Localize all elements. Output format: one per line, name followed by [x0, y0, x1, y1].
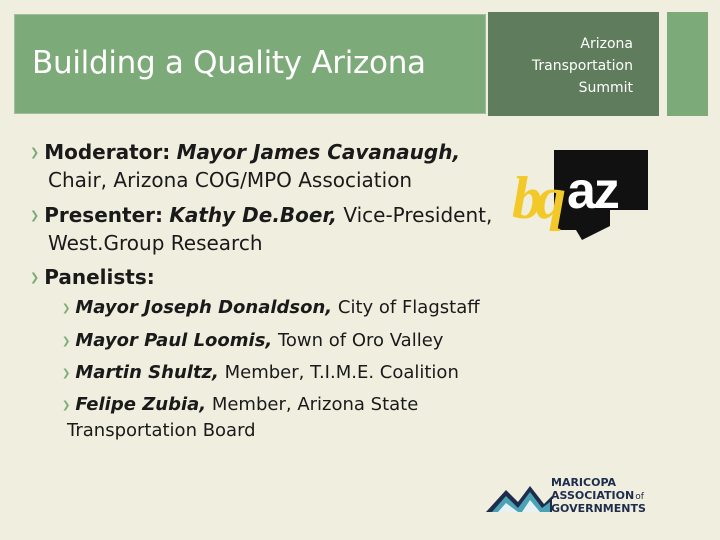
mag-association: ASSOCIATION: [551, 489, 635, 502]
panelist-name: Mayor Paul Loomis,: [75, 330, 273, 351]
bullet-moderator: [30, 140, 460, 164]
bullet-icon: ❯: [30, 271, 40, 284]
panelist-name: Felipe Zubia,: [75, 394, 207, 415]
bullet-icon: ❯: [30, 146, 40, 159]
summit-line-3: Summit: [578, 80, 633, 96]
panelist-item: [62, 394, 418, 415]
moderator-role: Chair, Arizona COG/MPO Association: [48, 168, 413, 192]
mag-line-2: [551, 489, 644, 502]
panelist-role: Member, T.I.M.E. Coalition: [218, 362, 459, 383]
panelist-item: [62, 330, 443, 351]
presenter-name: Kathy De.Boer,: [169, 203, 337, 227]
panelists-label: Panelists:: [44, 265, 155, 289]
panelist-role: Town of Oro Valley: [272, 330, 444, 351]
slide-title: Building a Quality Arizona: [32, 45, 426, 81]
moderator-label: Moderator:: [44, 140, 171, 164]
mag-line-3: GOVERNMENTS: [551, 502, 646, 515]
bullet-panelists: [30, 265, 155, 289]
bullet-icon: ❯: [30, 209, 40, 222]
mag-of: of: [635, 492, 644, 502]
summit-line-2: Transportation: [531, 58, 633, 74]
panelist-item: [62, 297, 480, 318]
bullet-icon: ❯: [62, 336, 71, 347]
moderator-name: Mayor James Cavanaugh,: [176, 140, 461, 164]
bullet-presenter: [30, 203, 492, 227]
presenter-rest: Vice-President,: [337, 203, 493, 227]
bullet-icon: ❯: [62, 400, 71, 411]
panelist-role: Member, Arizona State: [206, 394, 419, 415]
bq-letters: bq: [512, 165, 560, 231]
panelist-role: City of Flagstaff: [332, 297, 480, 318]
panelist-role-continued: Transportation Board: [67, 420, 256, 441]
panelist-name: Martin Shultz,: [75, 362, 219, 383]
presenter-label: Presenter:: [44, 203, 163, 227]
summit-line-1: Arizona: [580, 36, 633, 52]
bullet-icon: ❯: [62, 303, 71, 314]
panelist-item: [62, 362, 459, 383]
az-letters: az: [567, 162, 618, 220]
bqaz-logo: [510, 148, 652, 248]
mag-line-1: MARICOPA: [551, 476, 617, 489]
bullet-icon: ❯: [62, 368, 71, 379]
presenter-org: West.Group Research: [48, 231, 263, 255]
panelist-name: Mayor Joseph Donaldson,: [75, 297, 333, 318]
